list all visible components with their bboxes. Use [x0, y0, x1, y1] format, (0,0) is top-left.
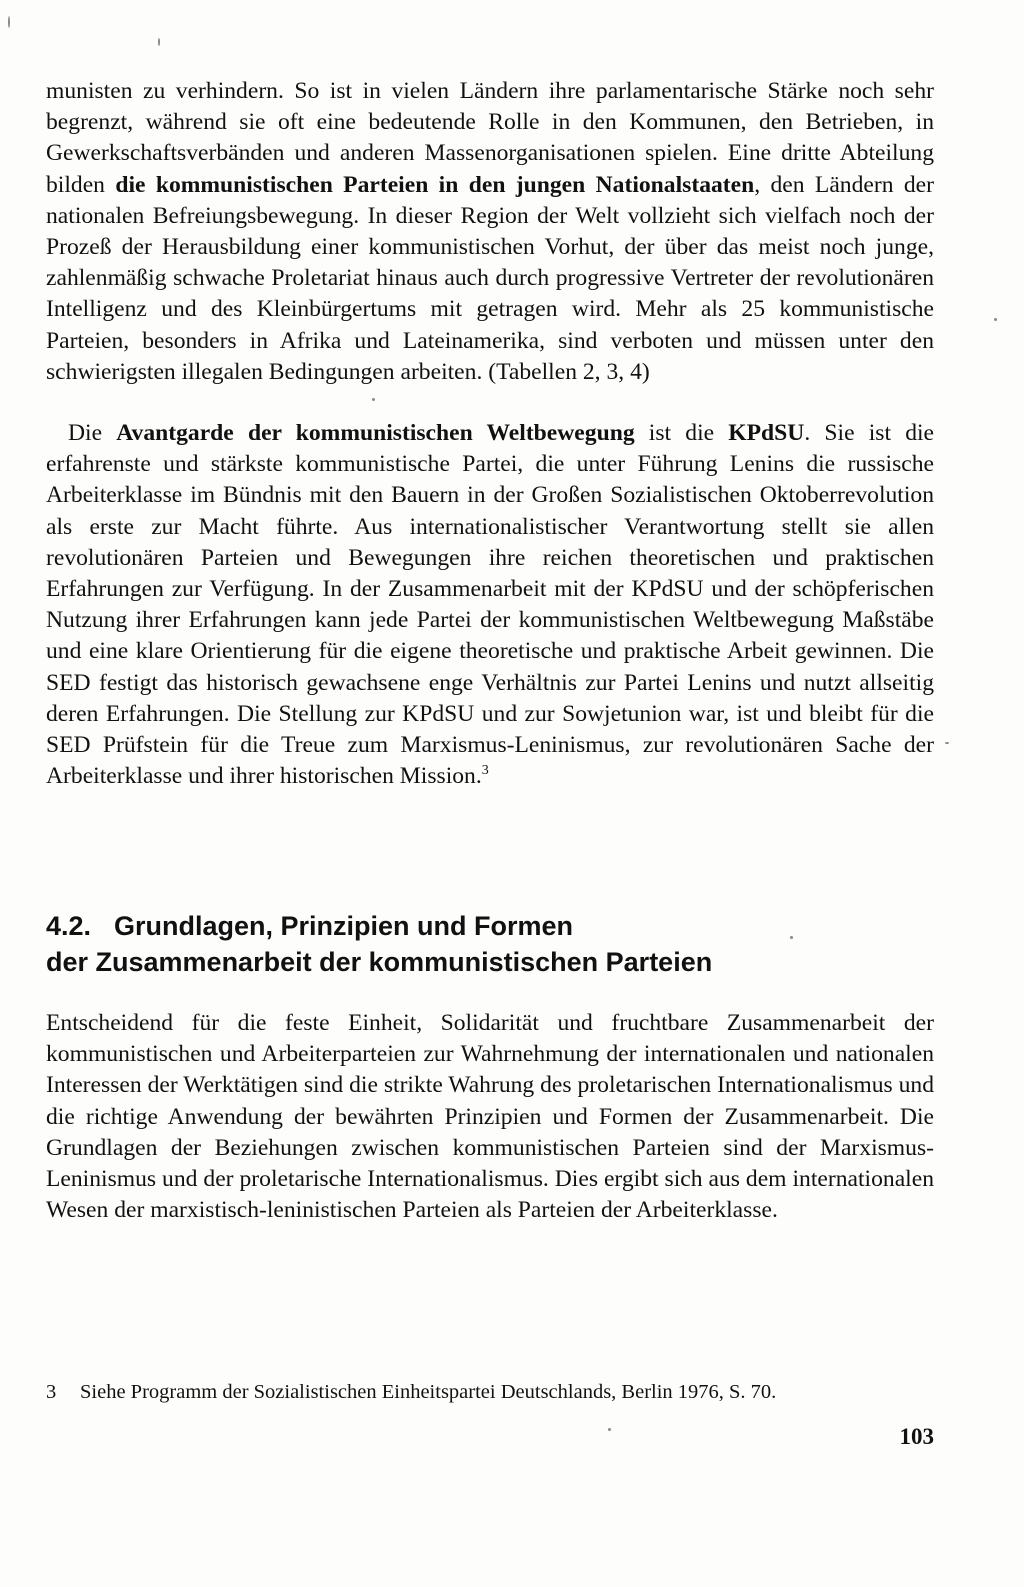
scan-speck: [8, 16, 10, 28]
footnote-reference: 3: [481, 763, 489, 779]
paragraph-2-bold-a: Avantgarde der kommunistischen Weltbewegung: [116, 420, 635, 446]
scan-speck: [994, 318, 997, 321]
scan-speck: [372, 398, 375, 401]
paragraph-2-text-c: . Sie ist die erfahrenste und stärkste kommunistische Partei, die unter Führung Lenins die russische Arbeiterklasse im Bündnis mit den Bauern in der Großen Sozialistischen Oktoberrevolution als erste zur Macht führte. Aus internationalistischer Verantwortung stellt sie allen revolutionären Parteien und Bewegungen ihre reichen theoretischen und praktischen Erfahrungen zur Verfügung. In der Zusammenarbeit mit der KPdSU und der schöpferischen Nutzung ihrer Erfahrungen kann jede Partei der kommunistischen Weltbewegung Maßstäbe und eine klare Orientierung für die eigene theoretische und praktische Arbeit gewinnen. Die SED festigt das historisch gewachsene enge Verhältnis zur Partei Lenins und nutzt allseitig deren Erfahrungen. Die Stellung zur KPdSU und zur Sowjetunion war, ist und bleibt für die SED Prüfstein für die Treue zum Marxismus-Leninismus, zur revolutionären Sache der Arbeiterklasse und ihrer historischen Mission.: [46, 420, 935, 790]
paragraph-2-text-a: Die: [68, 420, 117, 446]
scan-speck: [608, 1428, 611, 1431]
paragraph-2-text-b: ist die: [634, 420, 729, 446]
scan-speck: [158, 38, 160, 46]
paragraph-1-bold-a: die kommunistischen Parteien in den jungen Nationalstaaten: [115, 171, 755, 198]
section-title-line-1: Grundlagen, Prinzipien und Formen: [114, 911, 574, 941]
footnote: [46, 1378, 934, 1406]
paragraph-3: [46, 1008, 934, 1226]
paragraph-1: [46, 76, 934, 388]
paragraph-2: [46, 418, 934, 792]
scan-speck: [790, 936, 793, 939]
paragraph-1-text-b: , den Ländern der nationalen Befreiungsbewegung. In dieser Region der Welt vollzieht sich vielfach noch der Prozeß der Herausbildung einer kommunistischen Vorhut, der über das meist noch junge, zahlenmäßig schwache Proletariat hinaus auch durch progressive Vertreter der revolutionären Intelligenz und des Kleinbürgertums mit getragen wird. Mehr als 25 kommunistische Parteien, besonders in Afrika und Lateinamerika, sind verboten und müssen unter den schwierigsten illegalen Bedingungen arbeiten. (Tabellen 2, 3, 4): [46, 171, 935, 385]
scan-speck: [945, 742, 949, 744]
paragraph-3-text: Entscheidend für die feste Einheit, Solidarität und fruchtbare Zusammenarbeit der kommunistischen und Arbeiterparteien zur Wahrnehmung der internationalen und nationalen Interessen der Werktätigen sind die strikte Wahrung des proletarischen Internationalismus und die richtige Anwendung der bewährten Prinzipien und Formen der Zusammenarbeit. Die Grundlagen der Beziehungen zwischen kommunistischen Parteien sind der Marxismus-Leninismus und der proletarische Internationalismus. Dies ergibt sich aus dem internationalen Wesen der marxistisch-leninistischen Parteien als Parteien der Arbeiterklasse.: [46, 1010, 934, 1224]
section-number: 4.2.: [46, 911, 92, 941]
page-number: 103: [899, 1424, 934, 1449]
section-title-line-2: der Zusammenarbeit der kommunistischen Parteien: [46, 947, 713, 977]
paragraph-1-text-a: munisten zu verhindern. So ist in vielen Ländern ihre parlamentarische Stärke noch sehr begrenzt, während sie oft eine bedeutende Rolle in den Kommunen, den Betrieben, in Gewerkschaftsverbänden und anderen Massenorganisationen spielen. Eine dritte Abteilung bilden: [46, 78, 934, 198]
footnote-number: 3: [46, 1381, 57, 1403]
paragraph-2-bold-b: KPdSU: [728, 420, 805, 446]
section-heading: [46, 908, 934, 980]
footnote-text: Siehe Programm der Sozialistischen Einheitspartei Deutschlands, Berlin 1976, S. 70.: [80, 1381, 777, 1403]
